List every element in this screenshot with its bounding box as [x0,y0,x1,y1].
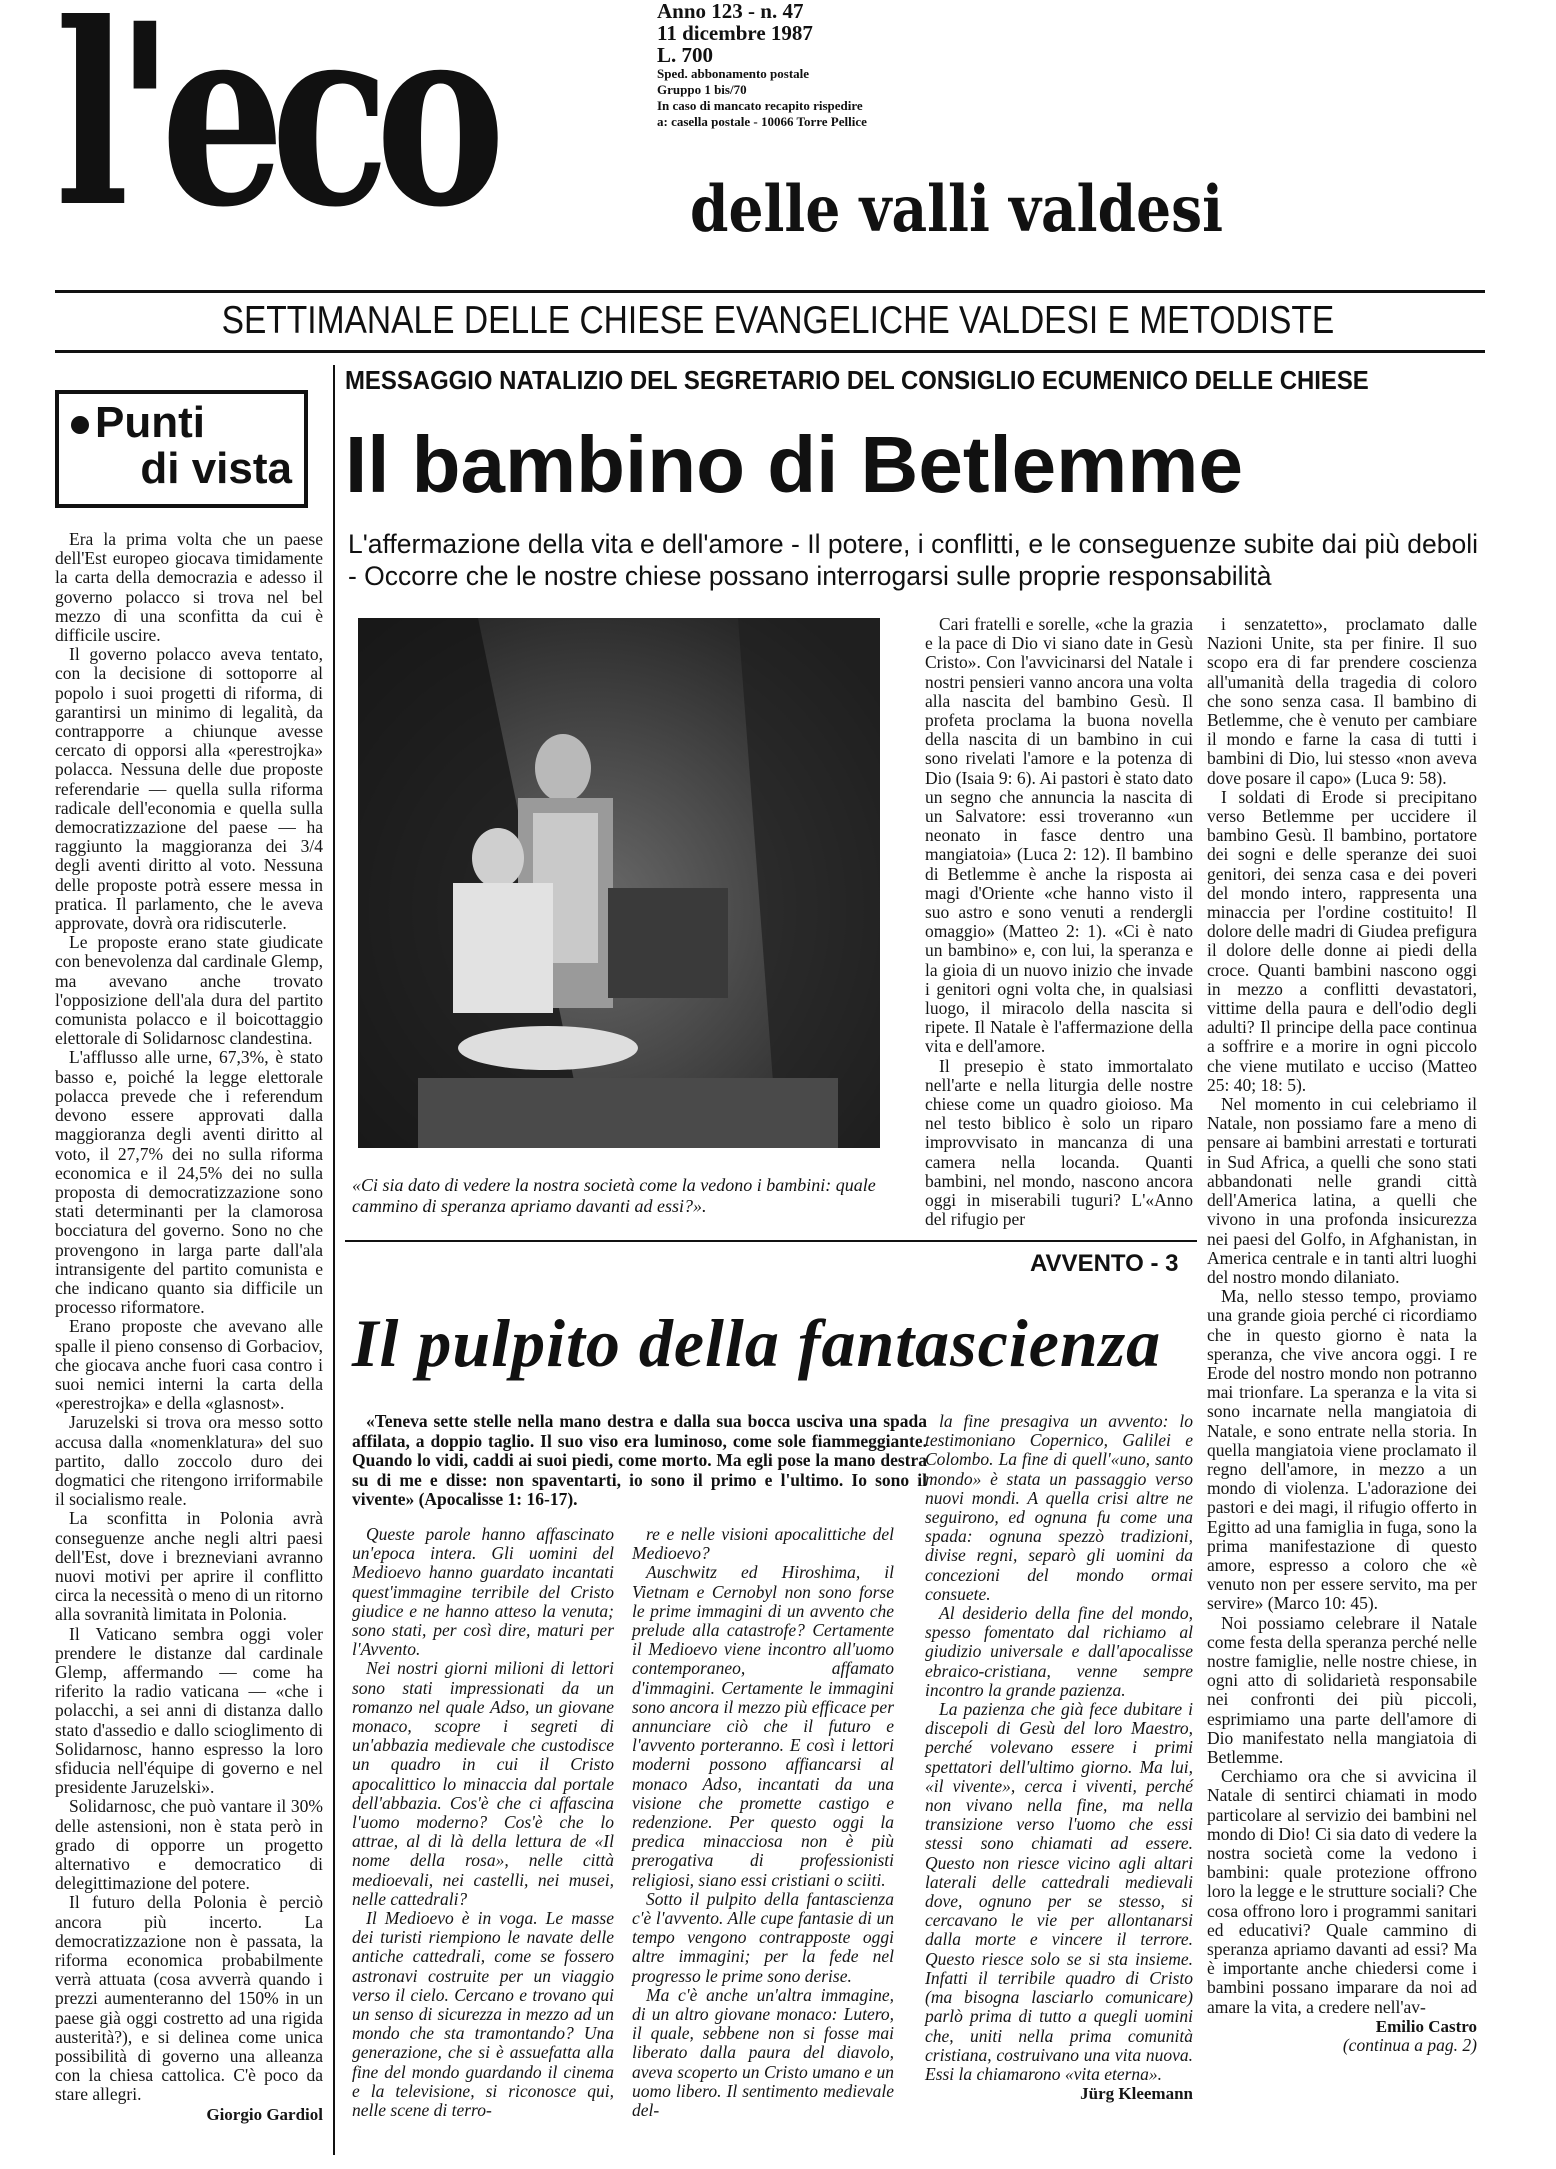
paragraph: Sotto il pulpito della fantascienza c'è l'avvento. Alle cupe fantasie di un tempo vengono contrapposte oggi altre immagini; per la fede nel progresso le prime sono derise. [632,1888,894,1986]
article1-signature: Emilio Castro [1375,2016,1477,2036]
issue-return-note: In caso di mancato recapito rispedire [657,98,863,113]
paragraph: La sconfitta in Polonia avrà conseguenze anche negli altri paesi dell'Est, dove i brezneviani avranno nuovi motivi per aprire il conflitto circa la necessità o meno di un ritorno alla sovranità limitata in Polonia. [55,1508,323,1625]
column-divider [333,365,335,2155]
article1-column-2 [1207,615,1477,2055]
paragraph: Ma c'è anche un'altra immagine, di un altro giovane monaco: Lutero, il quale, sebbene non si fosse mai liberato dalla paura del diavolo, aveva scoperto un Cristo umano e un uomo libero. Il sentimento medievale del- [632,1984,894,2121]
issue-return-address: a: casella postale - 10066 Torre Pellice [657,114,867,129]
article1-column-1 [925,615,1193,1230]
paragraph: Noi possiamo celebrare il Natale come festa della speranza perché nelle nostre famiglie, nelle nostre chiese, in ogni atto di solidarietà responsabile nei confronti dei più piccoli, esprimiamo una parte dell'amore di Dio manifestato nella mangiatoia di Betlemme. [1207,1612,1477,1767]
paragraph: Solidarnosc, che può vantare il 30% delle astensioni, non è stata però in grado di opporre un progetto alternativo e democratico di delegittimazione del potere. [55,1796,323,1894]
paragraph: Nei nostri giorni milioni di lettori sono stati impressionati da un romanzo nel quale Adso, un giovane monaco, scopre i segreti di un'abbazia medievale che custodisce un quadro in cui il Cristo apocalittico lo minaccia dal portale dell'abbazia. Cos'è che ci affascina l'uomo moderno? Cos'è che lo attrae, al di là della lettura de «Il nome della rosa», nelle città medioevali, nei castelli, nei musei, nelle cattedrali? [352,1658,614,1909]
issue-date: 11 dicembre 1987 [657,21,813,45]
masthead-tagline: SETTIMANALE DELLE CHIESE EVANGELICHE VALDESI E METODISTE [221,299,1335,342]
di-vista-label: di vista [140,444,292,493]
children-photo-image [358,618,880,1148]
article1-photo [358,618,880,1148]
paragraph: Cerchiamo ora che si avvicina il Natale di sentirci chiamati in modo particolare al servizio dei bambini nel mondo di Dio! Ci sia dato di vedere la nostra società come la vedono i bambini: quale protezione offrono loro la legge e le strutture sociali? Che cosa offrono loro i programmi sanitari ed educativi? Quale cammino di speranza apriamo davanti ad essi? Ma è importante anche chiedersi come i bambini possano imparare da noi ad amare la vita, a credere nell'av- [1207,1766,1477,2017]
article1-deck: L'affermazione della vita e dell'amore - Il potere, i conflitti, e le conseguenze subite dai più deboli - Occorre che le nostre chiese possano interrogarsi sulle proprie responsabilità [348,529,1478,591]
article2-column-1 [352,1525,614,2120]
article1-kicker: MESSAGGIO NATALIZIO DEL SEGRETARIO DEL CONSIGLIO ECUMENICO DELLE CHIESE [345,365,1369,395]
masthead-subtitle: delle valli valdesi [690,172,1223,247]
paragraph: I soldati di Erode si precipitano verso Betlemme per uccidere il bambino Gesù. Il bambino, portatore dei sogni e delle speranze dei suoi genitori, dei senza casa e dei poveri del mondo intero, rappresenta una minaccia per l'ordine costituito! Il dolore delle madri di Giudea prefigura il dolore delle donne ai piedi della croce. Quanti bambini nascono oggi in mezzo a conflitti devastatori, vittime della paura e dell'odio degli adulti? Il principe della pace continua a soffrire e a morire in ogni piccolo che viene mutilato e ucciso (Matteo 25: 40; 18: 5). [1207,786,1477,1095]
masthead-logo: l'eco [55,0,492,262]
paragraph: Cari fratelli e sorelle, «che la grazia e la pace di Dio vi siano date in Gesù Cristo». Con l'avvicinarsi del Natale i nostri pensieri vanno ancora una volta alla nascita del bambino Gesù. Il profeta proclama la buona novella della nascita di un bambino in cui sono rivelati l'amore e la potenza di Dio (Isaia 9: 6). Ai pastori è stato dato un segno che annuncia la nascita di un Salvatore: essi troveranno «un neonato in fasce dentro una mangiatoia» (Luca 2: 12). Il bambino di Betlemme è anche la risposta ai magi d'Oriente «che hanno visto il suo astro e sono venuti a rendergli omaggio» (Matteo 2: 1). «Ci è nato un bambino» e, con lui, la speranza e la gioia di un nuovo inizio che invade i genitori ogni volta che, in qualsiasi luogo, il miracolo della nascita si ripete. Il Natale è l'affermazione della vita e dell'amore. [925,614,1193,1057]
paragraph: Il governo polacco aveva tentato, con la decisione di sottoporre al popolo i suoi progetti di riforma, di garantirsi un minimo di legalità, da contrapporre a chiunque avesse cercato di opporsi alla «perestrojka» polacca. Nessuna delle due proposte referendarie — quella sulla riforma radicale dell'economia e quella sulla democratizzazione del paese — ha raggiunto la maggioranza dei 3/4 degli aventi diritto al voto. Nessuna delle proposte potrà essere messa in pratica. Il parlamento, che le aveva approvate, dovrà ora ridiscuterle. [55,644,323,934]
article2-column-2 [632,1525,894,2120]
paragraph: Auschwitz ed Hiroshima, il Vietnam e Cernobyl non sono forse le prime immagini di un avvento che prelude alla catastrofe? Certamente il Medioevo viene incontro all'uomo contemporaneo, affamato d'immagini. Certamente le immagini sono ancora il mezzo più efficace per annunciare ciò che il futuro e l'avvento porteranno. E così i lettori moderni possono affiancarsi al monaco Adso, incantati da una visione che promette castigo e redenzione. Per questo oggi la predica minacciosa non è più prerogativa di professionisti religiosi, siano essi cristiani o sciiti. [632,1562,894,1890]
punti-signature: Giorgio Gardiol [206,2104,323,2124]
paragraph: Il presepio è stato immortalato nell'arte e nella liturgia delle nostre chiese come un quadro gioioso. Ma nel testo biblico è solo un riparo improvvisato in mancanza di una camera nella locanda. Quanti bambini, nel mondo, nascono ancora oggi in miserabili tuguri? L'«Anno del rifugio per [925,1055,1193,1230]
quote-text: «Teneva sette stelle nella mano destra e dalla sua bocca usciva una spada affilata, a doppio taglio. Il suo viso era luminoso, come sole fiammeggiante. Quando lo vidi, caddi ai suoi piedi, come morto. Ma egli pose la mano destra su di me e disse: non spaventarti, io sono il primo e l'ultimo. Io sono il vivente» (Apocalisse 1: 16-17). [352,1411,927,1509]
paragraph: Le proposte erano state giudicate con benevolenza dal cardinale Glemp, ma avevano anche trovato l'opposizione dell'ala dura del partito comunista polacco e il boicottaggio elettorale di Solidarnosc clandestina. [55,932,323,1049]
issue-shipping: Sped. abbonamento postale [657,66,810,81]
punti-di-vista-column [55,530,323,2124]
masthead-rule-top [55,290,1485,293]
paragraph: Nel momento in cui celebriamo il Natale, non possiamo fare a meno di pensare ai bambini arrestati e torturati in Sud Africa, a quelli che sono stati abbandonati nelle grandi città dell'America latina, a quelli che vivono in una profonda insicurezza nei paesi del Golfo, in Afghanistan, in America centrale e in tanti altri luoghi del nostro mondo dilaniato. [1207,1094,1477,1287]
article2-rule [345,1240,1197,1242]
punti-di-vista-box [55,390,308,508]
paragraph: L'afflusso alle urne, 67,3%, è stato basso e, poiché la legge elettorale polacca prevede che i referendum devono essere approvati dalla maggioranza degli aventi diritto al voto, il 27,7% dei no sulla riforma economica e il 24,5% dei no sulla proposta di democratizzazione sono stati determinanti per la clamorosa bocciatura del governo. Sono no che provengono in larga parte dall'ala intransigente del partito comunista e che indicano quanto sia difficile un processo riformatore. [55,1047,323,1318]
paragraph: La pazienza che già fece dubitare i discepoli di Gesù del loro Maestro, perché volevano essere i primi spettatori dell'ultimo giorno. Ma lui, «il vivente», cerca i viventi, perché non vivano nella fine, ma nella transizione verso l'uomo che essi stessi sono chiamati ad essere. Questo non riesce vicino agli altari laterali delle cattedrali medievali dove, ognuno per se stesso, si cercavano le vie per allontanarsi dalla morte e vincere il terrore. Questo riesce solo se si sta insieme. Infatti il terribile quadro di Cristo (ma bisogna lasciarlo comunicare) parlò prima di tutto a quegli uomini che, uniti nella prima comunità cristiana, costruivano una vita nuova. Essi la chiamarono «vita eterna». [925,1699,1193,2084]
article2-column-3 [925,1412,1193,2103]
article1-headline: Il bambino di Betlemme [345,420,1243,509]
paragraph: Erano proposte che avevano alle spalle il pieno consenso di Gorbaciov, che giocava anche fuori casa contro i suoi nemici interni la carta della «perestrojka» e della «glasnost». [55,1316,323,1414]
masthead-rule-bottom [55,350,1485,353]
article2-label: AVVENTO - 3 [1030,1250,1179,1277]
paragraph: Queste parole hanno affascinato un'epoca intera. Gli uomini del Medioevo hanno guardato incantati quest'immagine terribile del Cristo giudice e ne hanno atteso la venuta; sono stati, per così dire, maturi per l'Avvento. [352,1524,614,1660]
issue-price: L. 700 [657,43,714,67]
bullet-icon [71,416,89,434]
punti-label: Punti [95,398,205,447]
paragraph: Il Vaticano sembra oggi voler prendere le distanze dal cardinale Glemp, affermando — come ha riferito la radio vaticana — «che i polacchi, a sei anni di distanza dallo stato d'assedio e dallo scioglimento di Solidarnosc, hanno espresso la loro sfiducia nell'équipe di governo e nel presidente Jaruzelski». [55,1623,323,1798]
article1-caption: «Ci sia dato di vedere la nostra società come la vedono i bambini: quale cammino di speranza apriamo davanti ad essi?». [352,1175,876,1216]
paragraph: re e nelle visioni apocalittiche del Medioevo? [632,1524,894,1564]
paragraph: Il Medioevo è in voga. Le masse dei turisti riempiono le navate delle antiche cattedrali, come se fossero astronavi costruite per un viaggio verso il cielo. Cercano e trovano qui un senso di sicurezza in mezzo ad un mondo che sta tramontando? Una generazione, che si è assuefatta alla fine del mondo guardando il cinema e la televisione, si riconosce qui, nelle scene di terro- [352,1908,614,2121]
issue-number: Anno 123 - n. 47 [657,0,804,23]
paragraph: Ma, nello stesso tempo, proviamo una grande gioia perché ci ricordiamo che in questo giorno è nata la speranza, che vive ancora oggi. I re Erode del nostro mondo non potranno mai trionfare. La speranza e la vita si sono incarnate nella mangiatoia di Natale, e sono entrate nella storia. In quella mangiatoia viene proclamato il regno dell'amore, in mezzo a un mondo di violenza. L'adorazione dei pastori e dei magi, il rifugio offerto in Egitto ad una famiglia in fuga, sono la prima manifestazione di questo amore, espresso a coloro che «è venuto non per essere servito, ma per servire» (Marco 10: 45). [1207,1286,1477,1614]
paragraph: la fine presagiva un avvento: lo testimoniano Copernico, Galilei e Colombo. La fine di quell'«uno, santo mondo» è stata un passaggio verso nuovi mondi. A quella crisi altre ne seguirono, ed ognuna fu come una spada: ognuna spezzò tradizioni, divise regni, separò gli uomini da concezioni del mondo ormai consuete. [925,1411,1193,1604]
continue-note: (continua a pag. 2) [1342,2035,1477,2056]
paragraph: i senzatetto», proclamato dalle Nazioni Unite, sta per finire. Il suo scopo era di far prendere coscienza all'umanità della tragedia di coloro che sono senza casa. Il bambino di Betlemme, che è venuto per cambiare il mondo e farne la casa di tutti i bambini di Dio, lui stesso «non aveva dove posare il capo» (Luca 9: 58). [1207,614,1477,788]
issue-info [657,0,1177,130]
issue-group: Gruppo 1 bis/70 [657,82,747,97]
paragraph: Era la prima volta che un paese dell'Est europeo giocava timidamente la carta della democrazia e adesso il governo polacco si trova nel bel mezzo di una sconfitta da cui è difficile uscire. [55,529,323,646]
paragraph: Jaruzelski si trova ora messo sotto accusa dalla «nomenklatura» del suo partito, dallo zoccolo duro dei dogmatici che ritengono irriformabile il socialismo reale. [55,1412,323,1510]
article2-signature: Jürg Kleemann [1080,2084,1193,2104]
paragraph: Al desiderio della fine del mondo, spesso fomentato dal richiamo al giudizio universale e dall'apocalisse ebraico-cristiana, venne sempre incontro la grande pazienza. [925,1603,1193,1700]
article2-quote [352,1412,927,1510]
article2-headline: Il pulpito della fantascienza [352,1305,1162,1381]
paragraph: Il futuro della Polonia è perciò ancora più incerto. La democratizzazione non è passata, la riforma economica probabilmente verrà attuata (cosa avverrà quando i prezzi aumenteranno del 150% in un paese già oggi costretto ad una rigida austerità?), e si delinea come unica possibilità di governo una alleanza con la chiesa cattolica. C'è poco da stare allegri. [55,1892,323,2105]
